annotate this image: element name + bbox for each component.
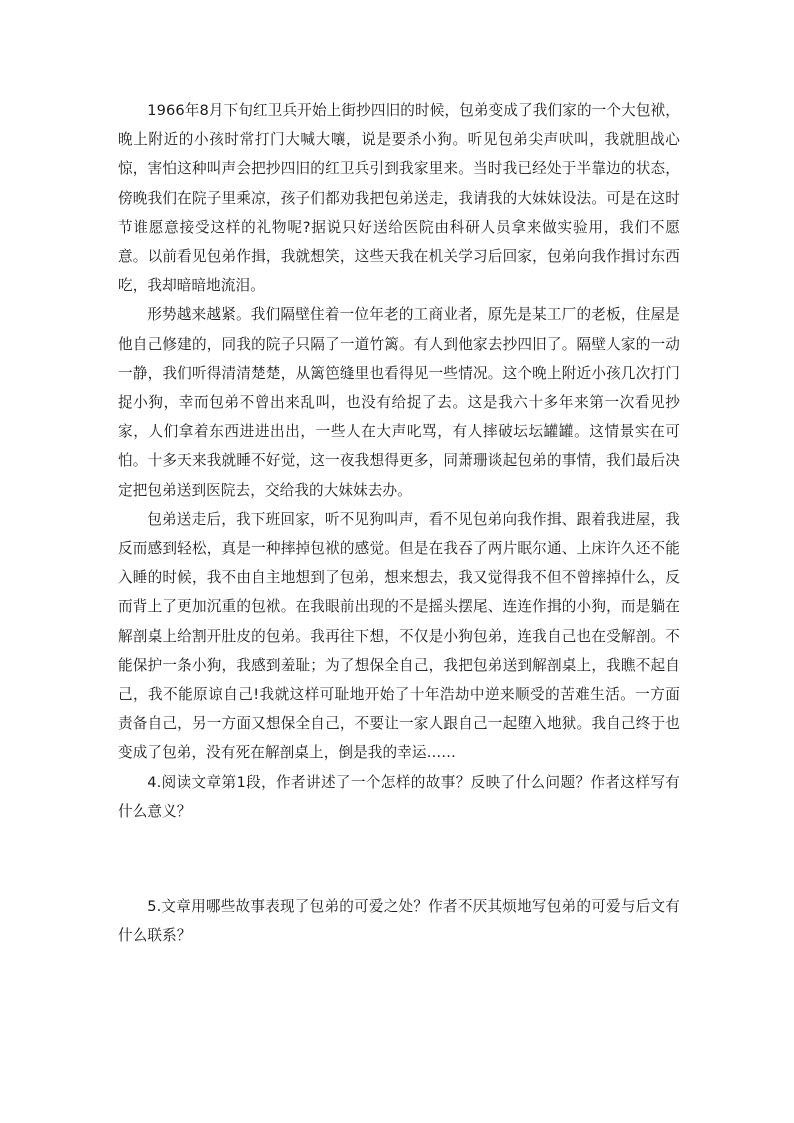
article-paragraph-1: 1966年8月下旬红卫兵开始上街抄四旧的时候，包弟变成了我们家的一个大包袱，晚上附近的小孩时常打门大喊大嚷，说是要杀小狗。听见包弟尖声吠叫，我就胆战心惊，害怕这种叫声会把抄四旧的红卫兵引到我家里来。当时我已经处于半靠边的状态，傍晚我们在院子里乘凉，孩子们都劝我把包弟送走，我请我的大妹妹设法。可是在这时节谁愿意接受这样的礼物呢?据说只好送给医院由科研人员拿来做实验用，我们不愿意。以前看见包弟作揖，我就想笑，这些天我在机关学习后回家，包弟向我作揖讨东西吃，我却暗暗地流泪。	[118, 102, 680, 295]
question-5: 5.文章用哪些故事表现了包弟的可爱之处？作者不厌其烦地写包弟的可爱与后文有什么联系？	[118, 898, 680, 945]
article-paragraph-2: 形势越来越紧。我们隔壁住着一位年老的工商业者，原先是某工厂的老板，住屋是他自己修建的，同我的院子只隔了一道竹篱。有人到他家去抄四旧了。隔壁人家的一动一静，我们听得清清楚楚，从篱笆缝里也看得见一些情况。这个晚上附近小孩几次打门捉小狗，幸而包弟不曾出来乱叫，也没有给捉了去。这是我六十多年来第一次看见抄家，人们拿着东西进进出出，一些人在大声叱骂，有人摔破坛坛罐罐。这情景实在可怕。十多天来我就睡不好觉，这一夜我想得更多，同萧珊谈起包弟的事情，我们最后决定把包弟送到医院去，交给我的大妹妹去办。	[118, 306, 680, 499]
question-4: 4.阅读文章第1段，作者讲述了一个怎样的故事？反映了什么问题？作者这样写有什么意义？	[118, 773, 680, 820]
document-page	[118, 96, 680, 950]
article-paragraph-3: 包弟送走后，我下班回家，听不见狗叫声，看不见包弟向我作揖、跟着我进屋，我反而感到轻松，真是一种摔掉包袱的感觉。但是在我吞了两片眠尔通、上床许久还不能入睡的时候，我不由自主地想到了包弟，想来想去，我又觉得我不但不曾摔掉什么，反而背上了更加沉重的包袱。在我眼前出现的不是摇头摆尾、连连作揖的小狗，而是躺在解剖桌上给割开肚皮的包弟。我再往下想，不仅是小狗包弟，连我自己也在受解剖。不能保护一条小狗，我感到羞耻；为了想保全自己，我把包弟送到解剖桌上，我瞧不起自己，我不能原谅自己!我就这样可耻地开始了十年浩劫中逆来顺受的苦难生活。一方面责备自己，另一方面又想保全自己，不要让一家人跟自己一起堕入地狱。我自己终于也变成了包弟，没有死在解剖桌上，倒是我的幸运……	[118, 510, 680, 762]
